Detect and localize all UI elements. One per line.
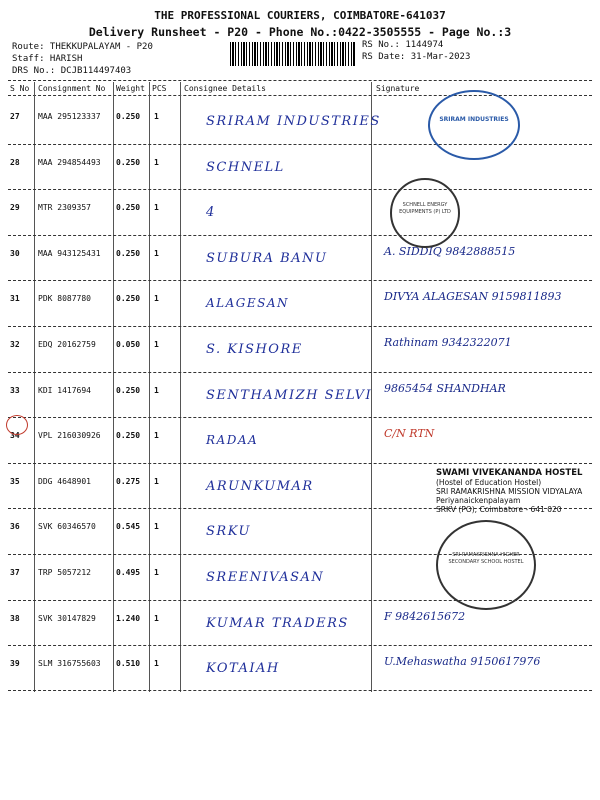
company-title: THE PROFESSIONAL COURIERS, COIMBATORE-641037	[154, 9, 446, 22]
row-consignment: KDI 1417694	[38, 385, 91, 395]
row-weight: 0.050	[116, 340, 141, 349]
row-consignment: VPL 216030926	[38, 431, 101, 441]
runsheet-title: Delivery Runsheet - P20 - Phone No.:0422-3505555 - Page No.:3	[88, 25, 512, 39]
row-pcs: 1	[154, 203, 159, 213]
row-consignment: TRP 5057212	[38, 568, 91, 577]
row-consignee: 4	[206, 205, 216, 221]
row-pcs: 1	[154, 431, 159, 441]
hostel-stamp-line3: SRI RAMAKRISHNA MISSION VIDYALAYA	[436, 487, 583, 496]
row-divider	[8, 463, 592, 464]
rs-date: RS Date: 31-Mar-2023	[362, 52, 471, 62]
row-sno: 30	[10, 248, 20, 258]
route-label: Route: THEKKUPALAYAM - P20	[12, 42, 153, 52]
row-divider	[8, 280, 592, 281]
school-stamp-text: SRI RAMAKRISHNA HIGHER SECONDARY SCHOOL HOSTEL	[448, 552, 524, 565]
row-weight: 0.510	[116, 659, 141, 669]
row-weight: 1.240	[116, 613, 141, 623]
col-consignment: Consignment No	[38, 84, 106, 93]
col-weight: Weight	[116, 84, 145, 93]
row-sno: 35	[10, 476, 20, 486]
row-sno: 29	[10, 203, 20, 213]
row-sno: 27	[10, 112, 20, 121]
row-weight: 0.495	[116, 568, 141, 577]
schnell-stamp	[390, 178, 460, 248]
row-pcs: 1	[154, 385, 159, 395]
row-divider	[8, 417, 592, 418]
hostel-stamp	[436, 468, 582, 514]
col-details: Consignee Details	[184, 84, 266, 93]
row-sno: 34	[10, 431, 20, 441]
row-consignee: RADAA	[206, 433, 259, 448]
row-signature: Rathinam 9342322071	[384, 336, 512, 349]
row-pcs: 1	[154, 522, 159, 532]
row-pcs: 1	[154, 613, 159, 623]
row-pcs: 1	[154, 340, 159, 349]
row-consignment: SLM 316755603	[38, 659, 101, 669]
row-sno: 39	[10, 659, 20, 669]
row-consignment: MTR 2309357	[38, 203, 91, 213]
staff-label: Staff: HARISH	[12, 54, 83, 64]
row-signature: A. SIDDIQ 9842888515	[384, 244, 516, 258]
row-consignee: SCHNELL	[206, 159, 285, 175]
row-consignment: PDK 8087780	[38, 294, 91, 304]
row-weight: 0.545	[116, 522, 141, 532]
row-weight: 0.250	[116, 385, 141, 395]
row-signature: F 9842615672	[384, 609, 466, 623]
sriram-stamp	[428, 90, 520, 160]
row-divider	[8, 235, 592, 236]
row-consignee: SRIRAM INDUSTRIES	[206, 114, 381, 129]
row-consignment: DDG 4648901	[38, 476, 91, 486]
row-consignee: SRKU	[206, 524, 251, 540]
row-weight: 0.250	[116, 157, 141, 167]
row-weight: 0.250	[116, 112, 141, 121]
row-sno: 33	[10, 385, 20, 395]
row-consignee: ARUNKUMAR	[206, 478, 314, 494]
row-consignee: S. KISHORE	[206, 342, 303, 357]
col-sno: S No	[10, 84, 30, 93]
row-signature: DIVYA ALAGESAN 9159811893	[384, 290, 562, 304]
row-signature: 9865454 SHANDHAR	[384, 381, 506, 395]
row-pcs: 1	[154, 659, 159, 669]
row-divider	[8, 326, 592, 327]
row-consignee: SUBURA BANU	[206, 250, 328, 266]
row-sno: 38	[10, 613, 20, 623]
row-pcs: 1	[154, 476, 159, 486]
row-consignment: EDQ 20162759	[38, 340, 96, 349]
drs-label: DRS No.: DCJB114497403	[12, 66, 132, 76]
row-consignment: SVK 60346570	[38, 522, 96, 532]
hostel-stamp-title: SWAMI VIVEKANANDA HOSTEL	[436, 468, 583, 478]
hostel-stamp-line2: (Hostel of Education Hostel)	[436, 478, 542, 487]
row-pcs: 1	[154, 157, 159, 167]
row-consignment: SVK 30147829	[38, 613, 96, 623]
row-pcs: 1	[154, 568, 159, 577]
row-sno: 36	[10, 522, 20, 532]
row-consignment: MAA 943125431	[38, 248, 101, 258]
row-consignment: MAA 294854493	[38, 157, 101, 167]
row-consignment: MAA 295123337	[38, 112, 101, 121]
table-bottom-divider	[8, 690, 592, 691]
barcode	[230, 42, 356, 66]
row-consignee: KUMAR TRADERS	[206, 615, 349, 631]
row-consignee: SENTHAMIZH SELVI	[206, 387, 373, 403]
row-sno: 37	[10, 568, 20, 577]
header-divider	[8, 80, 592, 81]
row-weight: 0.275	[116, 476, 141, 486]
row-divider	[8, 645, 592, 646]
row-pcs: 1	[154, 294, 159, 304]
row-weight: 0.250	[116, 294, 141, 304]
row-consignee: ALAGESAN	[206, 296, 290, 311]
row-weight: 0.250	[116, 248, 141, 258]
col-pcs: PCS	[152, 84, 167, 93]
col-signature: Signature	[376, 84, 420, 93]
row-consignee: KOTAIAH	[206, 661, 280, 677]
schnell-stamp-text: SCHNELL ENERGY EQUIPMENTS (P) LTD	[399, 202, 451, 215]
rs-number: RS No.: 1144974	[362, 40, 444, 50]
row-34-circle-mark	[6, 415, 28, 435]
sriram-stamp-text: SRIRAM INDUSTRIES	[439, 116, 509, 123]
row-sno: 28	[10, 157, 20, 167]
hostel-stamp-line5: SRKV (PO), Coimbatore - 641 020	[436, 505, 562, 514]
row-consignee: SREENIVASAN	[206, 570, 325, 585]
row-divider	[8, 189, 592, 190]
row-weight: 0.250	[116, 203, 141, 213]
row-signature: C/N RTN	[384, 427, 435, 441]
row-weight: 0.250	[116, 431, 141, 441]
school-stamp	[436, 520, 536, 610]
row-divider	[8, 372, 592, 373]
row-pcs: 1	[154, 112, 159, 121]
row-sno: 31	[10, 294, 20, 304]
hostel-stamp-line4: Periyanaickenpalayam	[436, 496, 521, 505]
row-sno: 32	[10, 340, 20, 349]
row-pcs: 1	[154, 248, 159, 258]
row-signature: U.Mehaswatha 9150617976	[384, 655, 541, 669]
